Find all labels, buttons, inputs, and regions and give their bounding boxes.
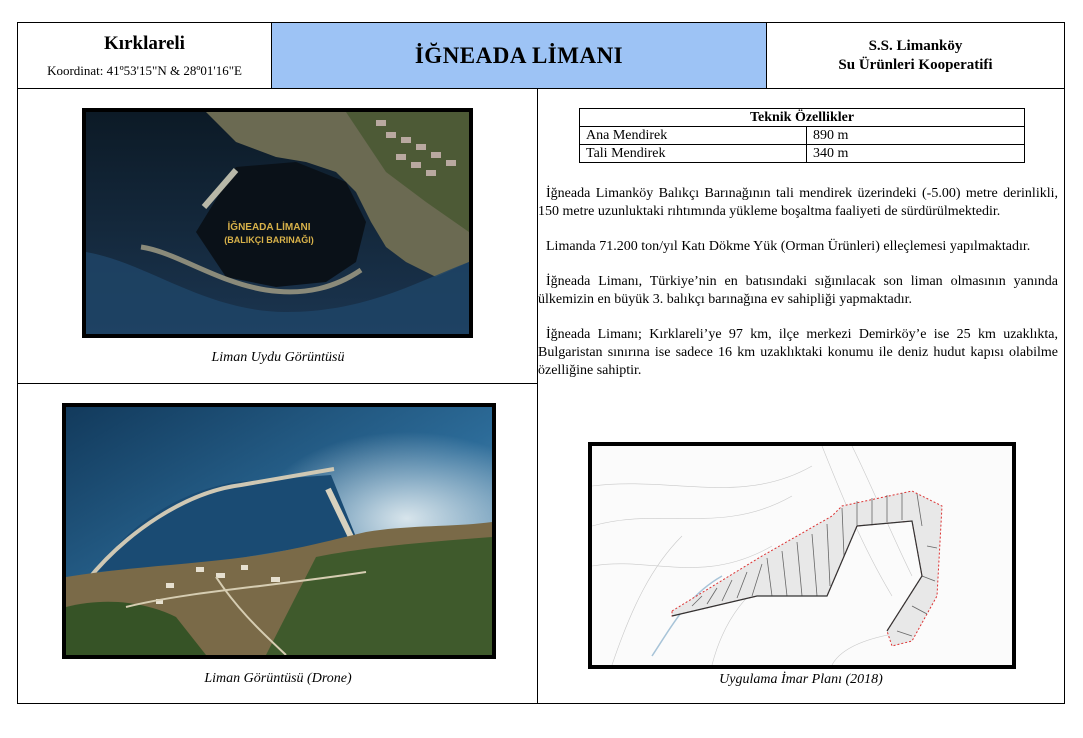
page-title: İĞNEADA LİMANI — [414, 42, 624, 68]
drone-caption: Liman Görüntüsü (Drone) — [204, 671, 352, 686]
technical-specs-table — [579, 108, 1025, 163]
specs-title: Teknik Özellikler — [580, 109, 1025, 127]
spec-value: 890 m — [807, 127, 1025, 145]
org-name-line1: S.S. Limanköy — [868, 37, 963, 54]
table-row — [580, 145, 1025, 163]
zoning-plan-image — [588, 442, 1016, 669]
drone-image — [62, 403, 496, 659]
document-frame — [17, 22, 1065, 704]
spec-label: Ana Mendirek — [580, 127, 807, 145]
satellite-label-line2: (BALIKÇI BARINAĞI) — [224, 235, 314, 245]
header-organization — [766, 23, 1064, 89]
spec-value: 340 m — [807, 145, 1025, 163]
paragraph: Limanda 71.200 ton/yıl Katı Dökme Yük (Orman Ürünleri) elleçlemesi yapılmaktadır. — [546, 239, 1031, 254]
spec-label: Tali Mendirek — [580, 145, 807, 163]
table-row — [580, 127, 1025, 145]
paragraph: İğneada Limanı; Kırklareli’ye 97 km, ilçe merkezi Demirköy’e ise 25 km uzaklıkta, Bulgaristan sınırına ise sadece 16 km uzaklıktaki konumu ile deniz hudut kapısı olabilme özelliğine sahiptir. — [538, 327, 1058, 378]
description-text — [538, 185, 1058, 397]
satellite-label-line1: İĞNEADA LİMANI — [227, 222, 311, 233]
header-location — [18, 23, 272, 89]
right-column — [538, 89, 1064, 703]
paragraph: İğneada Limanı, Türkiye’nin en batısındaki sığınılacak son liman olmasının yanında ülkemizin en büyük 3. balıkçı barınağına ev sahipliği yapmaktadır. — [538, 274, 1058, 307]
city-name: Kırklareli — [104, 33, 185, 54]
plan-caption: Uygulama İmar Planı (2018) — [719, 672, 883, 687]
satellite-caption: Liman Uydu Görüntüsü — [211, 350, 345, 365]
coordinates: Koordinat: 41º53'15"N & 28º01'16"E — [47, 63, 242, 78]
satellite-image — [82, 108, 473, 338]
header-title-cell — [272, 23, 766, 89]
paragraph: İğneada Limanköy Balıkçı Barınağının tali mendirek üzerindeki (-5.00) metre derinlikli, 150 metre uzunluktaki rıhtımında yükleme boşaltma faaliyeti de sürdürülmektedir. — [538, 186, 1058, 219]
left-column — [18, 89, 538, 703]
org-name-line2: Su Ürünleri Kooperatifi — [838, 56, 993, 73]
left-divider — [18, 383, 537, 384]
